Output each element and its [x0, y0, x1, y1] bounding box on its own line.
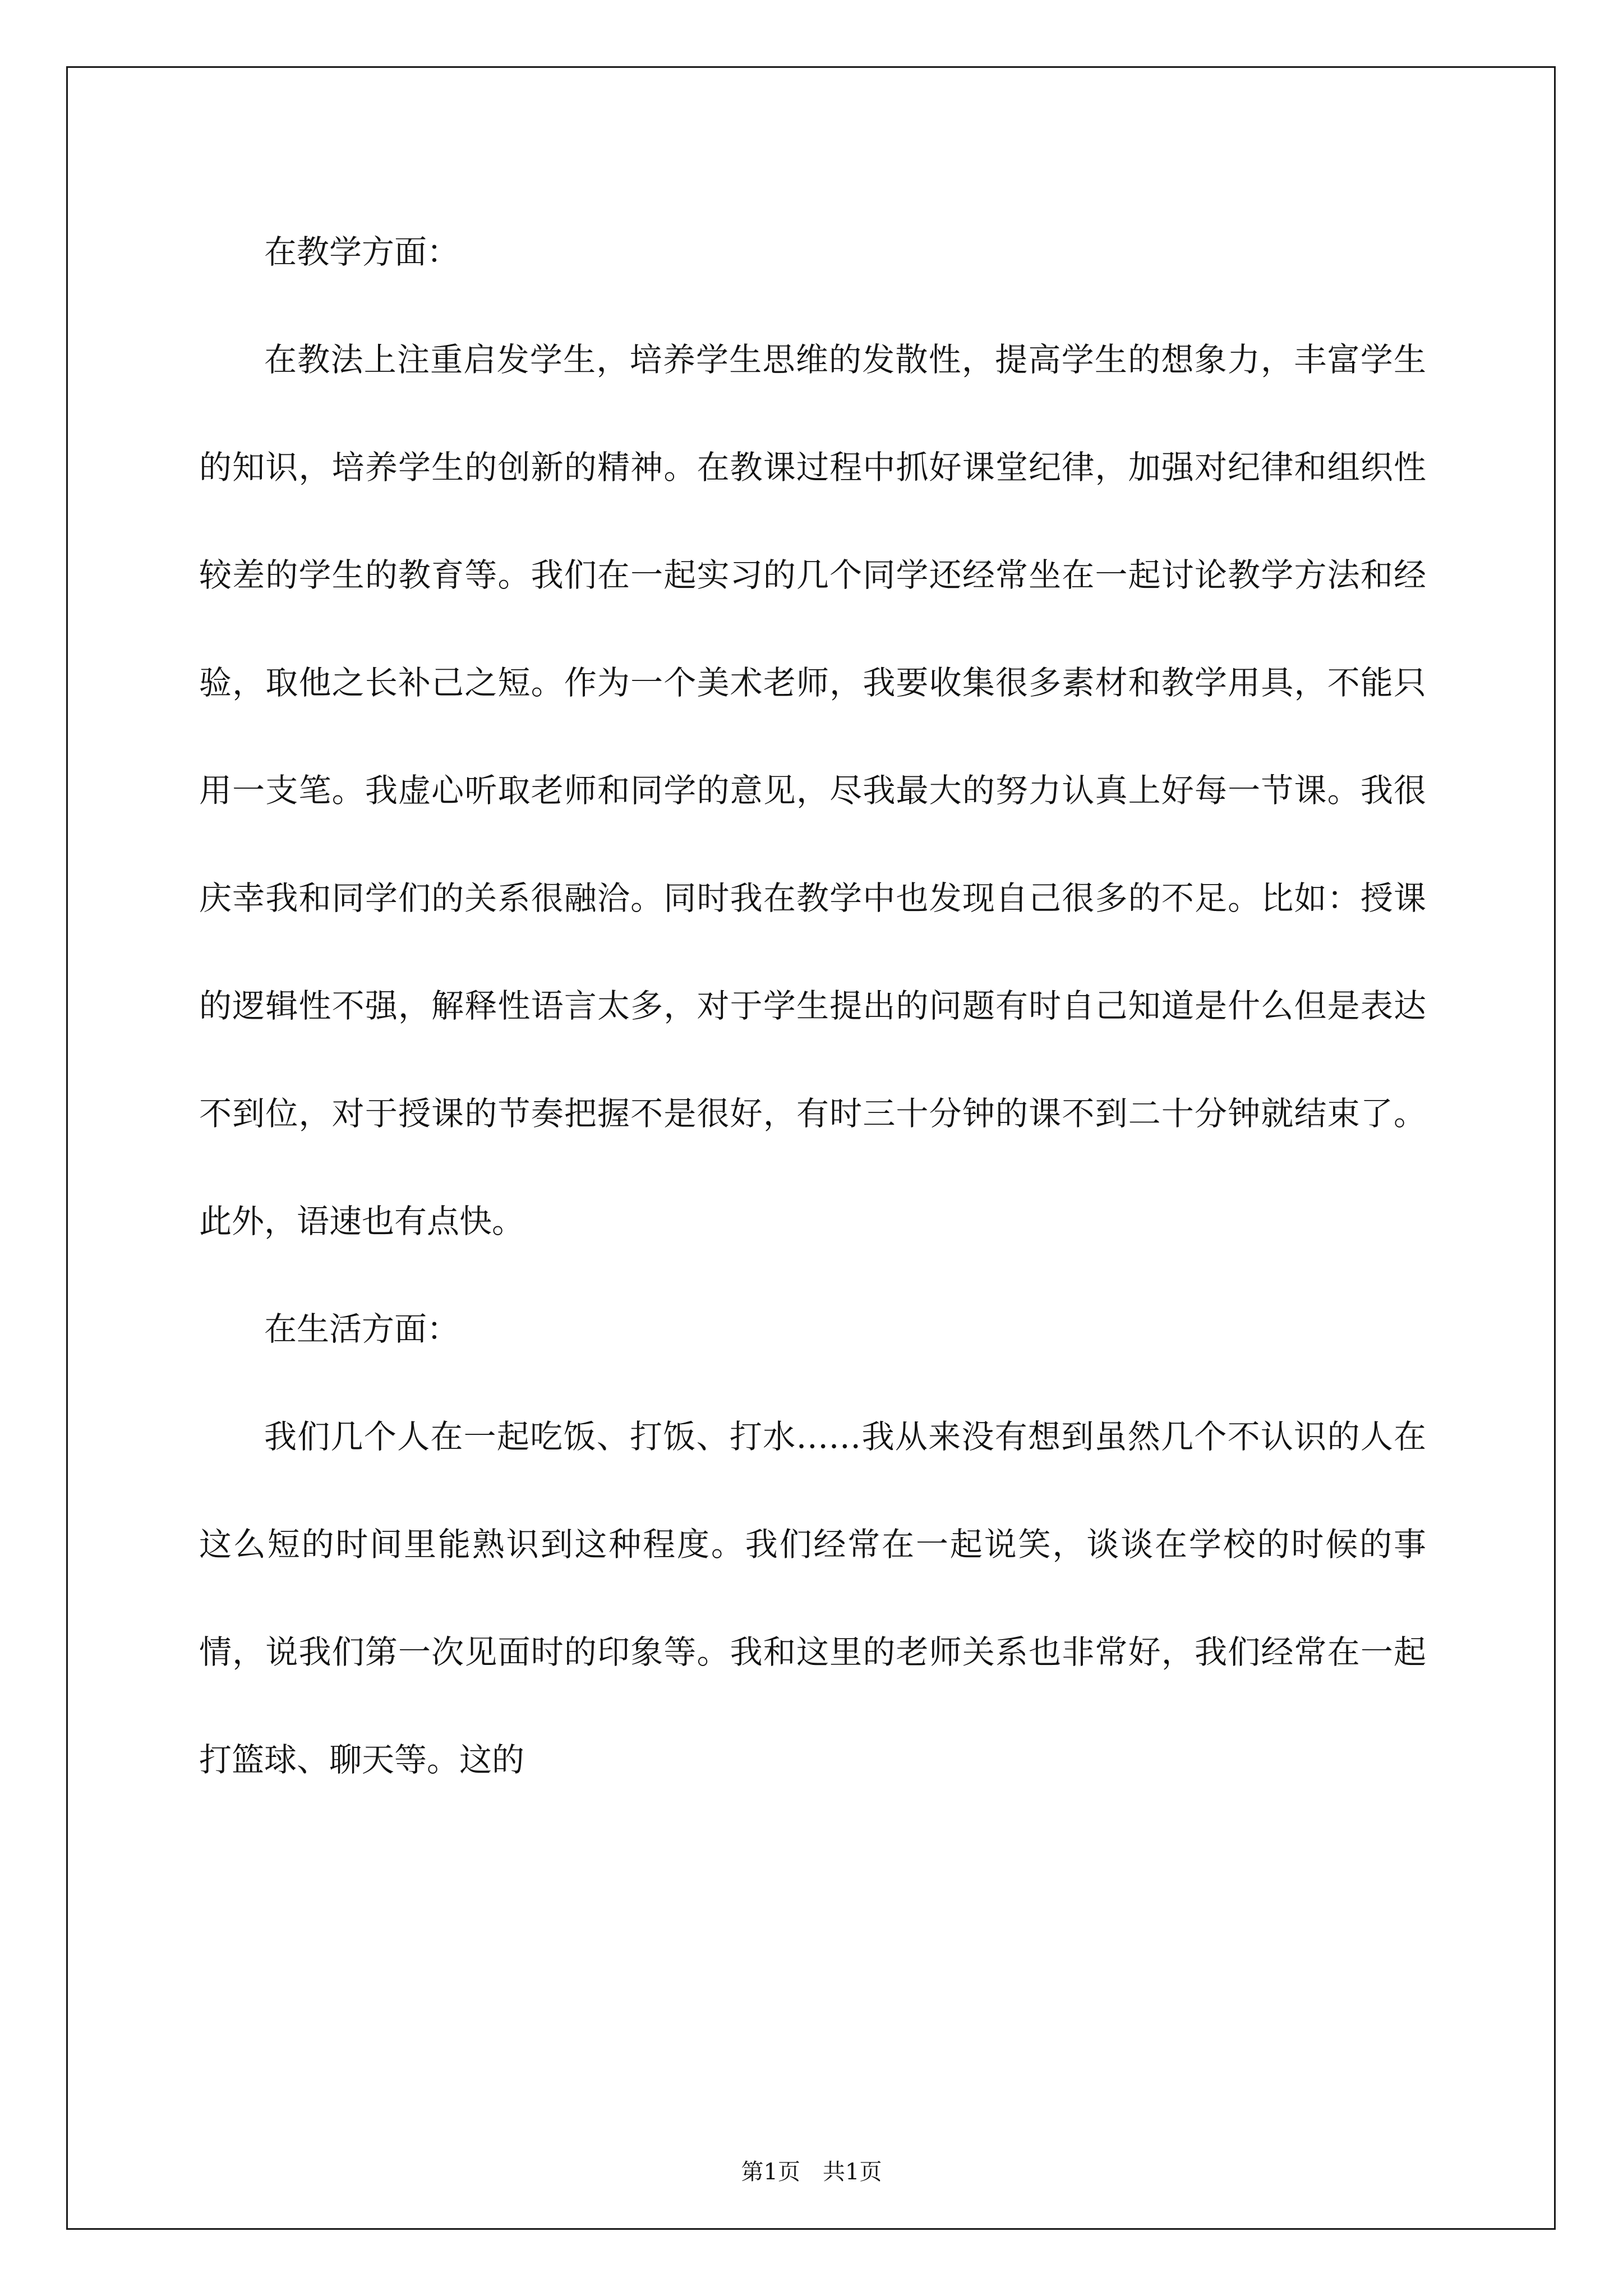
paragraph-life: 我们几个人在一起吃饭、打饭、打水……我从来没有想到虽然几个不认识的人在这么短的时间里能熟识到这种程度。我们经常在一起说笑，谈谈在学校的时候的事情，说我们第一次见面时的印象等。我和这里的老师关系也非常好，我们经常在一起打篮球、聊天等。这的 [199, 1418, 1426, 1779]
section-heading-teaching: 在教学方面： [264, 233, 460, 271]
section-heading-life: 在生活方面： [264, 1310, 460, 1348]
document-body [199, 0, 1426, 1814]
page-footer: 第1页 共1页 [741, 2159, 882, 2185]
paragraph-teaching: 在教法上注重启发学生，培养学生思维的发散性，提高学生的想象力，丰富学生的知识，培养学生的创新的精神。在教课过程中抓好课堂纪律，加强对纪律和组织性较差的学生的教育等。我们在一起实习的几个同学还经常坐在一起讨论教学方法和经验，取他之长补己之短。作为一个美术老师，我要收集很多素材和教学用具，不能只用一支笔。我虚心听取老师和同学的意见，尽我最大的努力认真上好每一节课。我很庆幸我和同学们的关系很融洽。同时我在教学中也发现自己很多的不足。比如：授课的逻辑性不强，解释性语言太多，对于学生提出的问题有时自己知道是什么但是表达不到位，对于授课的节奏把握不是很好，有时三十分钟的课不到二十分钟就结束了。此外，语速也有点快。 [199, 341, 1426, 1240]
